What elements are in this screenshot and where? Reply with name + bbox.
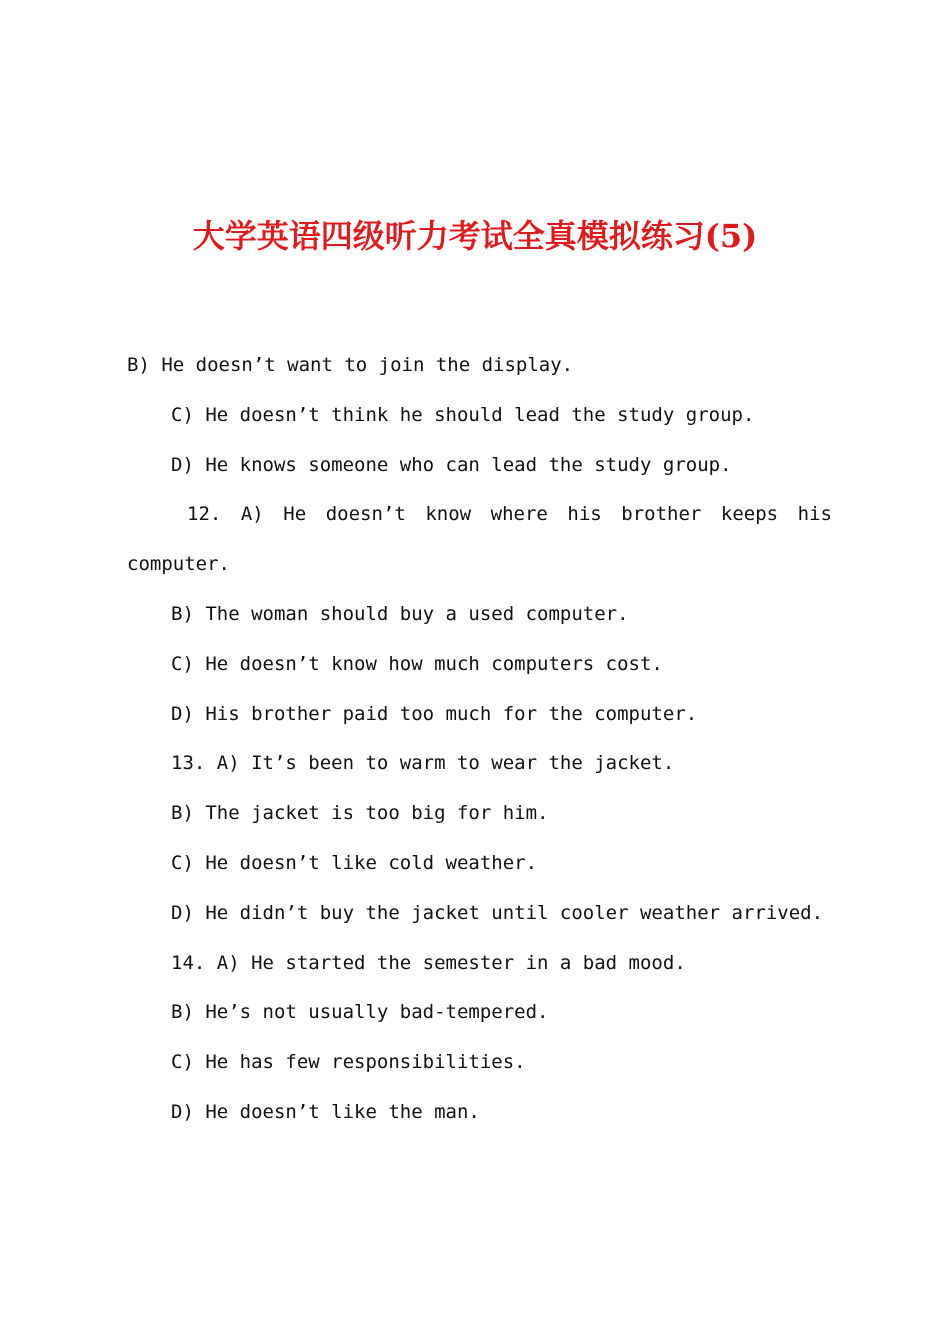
answer-option-13d: D) He didn’t buy the jacket until cooler weather arrived. (171, 901, 824, 924)
answer-option-14c: C) He has few responsibilities. (171, 1051, 526, 1074)
answer-option-11c: C) He doesn’t think he should lead the study group. (171, 403, 755, 426)
answer-option-11d: D) He knows someone who can lead the study group. (171, 453, 732, 476)
document-title: 大学英语四级听力考试全真模拟练习(5) (192, 217, 758, 255)
question-12-option-a-continued: computer. (127, 553, 230, 576)
answer-option-12c: C) He doesn’t know how much computers cost. (171, 652, 663, 675)
document-body (127, 348, 832, 1145)
answer-option-14d: D) He doesn’t like the man. (171, 1100, 480, 1123)
answer-option-12d: D) His brother paid too much for the computer. (171, 702, 698, 725)
question-14-option-a: 14. A) He started the semester in a bad mood. (171, 951, 686, 974)
question-13-option-a: 13. A) It’s been to warm to wear the jacket. (171, 752, 675, 775)
answer-option-13b: B) The jacket is too big for him. (171, 802, 549, 825)
answer-option-12b: B) The woman should buy a used computer. (171, 602, 629, 625)
answer-option-11b: B) He doesn’t want to join the display. (127, 354, 574, 376)
answer-option-14b: B) He’s not usually bad-tempered. (171, 1001, 549, 1024)
answer-option-13c: C) He doesn’t like cold weather. (171, 851, 538, 874)
question-12-option-a: 12. A) He doesn’t know where his brother keeps his (187, 503, 832, 526)
